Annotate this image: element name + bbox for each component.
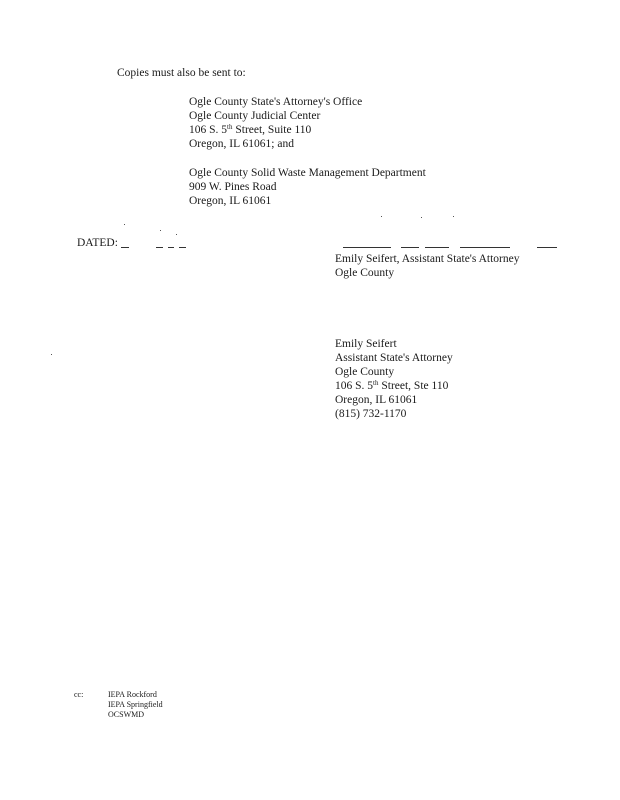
scan-speck (51, 354, 52, 355)
cc-item: IEPA Rockford (108, 690, 157, 699)
recipient-2-line-1: Ogle County Solid Waste Management Department (189, 167, 426, 179)
contact-street: 106 S. 5th Street, Ste 110 (335, 379, 449, 392)
recipient-1-line-1: Ogle County State's Attorney's Office (189, 96, 363, 108)
scan-speck (381, 216, 382, 217)
copies-intro: Copies must also be sent to: (117, 67, 246, 79)
cc-item: IEPA Springfield (108, 700, 163, 709)
signature-line-segment (343, 247, 391, 248)
recipient-2-line-2: 909 W. Pines Road (189, 181, 277, 193)
dated-label: DATED: (77, 237, 118, 249)
contact-name: Emily Seifert (335, 338, 397, 350)
recipient-1-city: Oregon, IL 61061; and (189, 138, 294, 150)
signature-county: Ogle County (335, 267, 395, 279)
signature-line-segment (460, 247, 510, 248)
scan-speck (453, 216, 454, 217)
recipient-2-line-3: Oregon, IL 61061 (189, 195, 272, 207)
dated-blank-4 (179, 247, 186, 248)
contact-city: Oregon, IL 61061 (335, 394, 418, 406)
contact-phone: (815) 732-1170 (335, 408, 407, 420)
contact-title: Assistant State's Attorney (335, 352, 453, 364)
dated-blank-3 (168, 247, 174, 248)
signature-line-segment (401, 247, 419, 248)
signature-line-segment (537, 247, 557, 248)
scan-speck (124, 224, 125, 225)
scan-speck (176, 234, 177, 235)
cc-item: OCSWMD (108, 710, 145, 719)
signature-line-segment (425, 247, 449, 248)
cc-label: cc: (74, 690, 84, 699)
recipient-1-street: 106 S. 5th Street, Suite 110 (189, 123, 312, 136)
dated-blank-2 (156, 247, 163, 248)
scan-speck (160, 230, 161, 231)
signature-name-title: Emily Seifert, Assistant State's Attorney (335, 253, 520, 265)
scan-speck (421, 217, 422, 218)
dated-blank-1 (121, 247, 129, 248)
contact-county: Ogle County (335, 366, 395, 378)
recipient-1-line-2: Ogle County Judicial Center (189, 110, 321, 122)
